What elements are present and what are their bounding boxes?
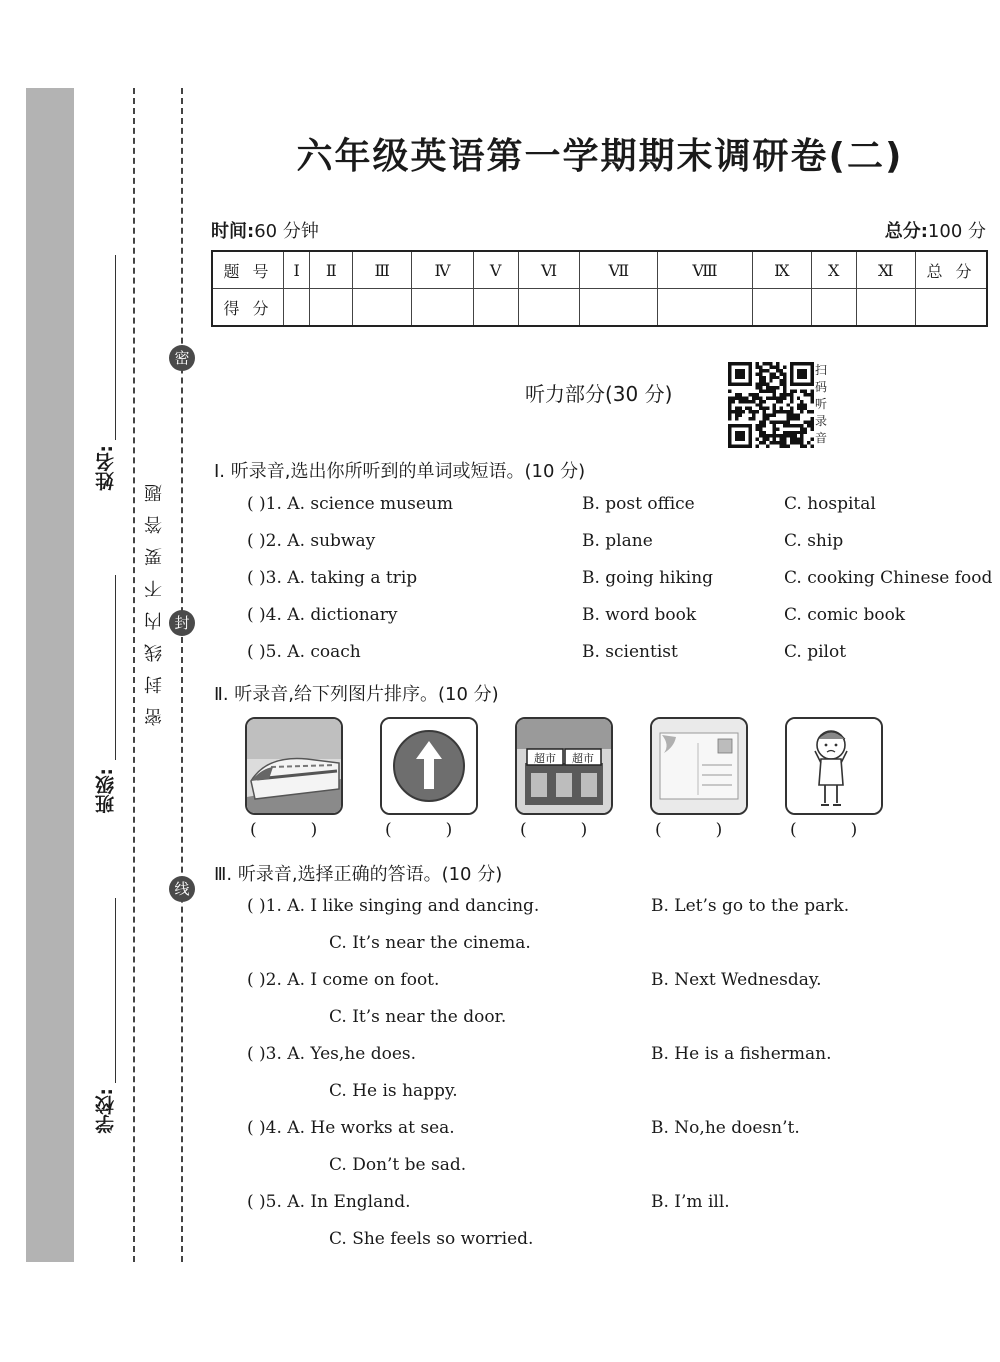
score-col-11: Ⅺ — [856, 251, 915, 289]
qr-caption: 扫码听录音 — [815, 363, 828, 445]
seal-dashed-line — [181, 88, 183, 1262]
score-cell — [856, 289, 915, 327]
name-blank-line — [115, 255, 116, 440]
score-table — [211, 250, 988, 327]
time-label: 时间: — [211, 221, 255, 242]
section3-item-1-b: B. Let’s go to the park. — [651, 896, 850, 916]
score-cell — [284, 289, 310, 327]
section2-title: Ⅱ. 听录音,给下列图片排序。(10 分) — [214, 684, 499, 705]
score-col-6: Ⅵ — [518, 251, 580, 289]
section3-item-5-a: ( )5. A. In England. — [247, 1192, 411, 1212]
section3-item-3-c: C. He is happy. — [329, 1081, 458, 1101]
score-col-2: Ⅱ — [310, 251, 353, 289]
section3-item-1-a: ( )1. A. I like singing and dancing. — [247, 896, 540, 916]
score-col-10: Ⅹ — [811, 251, 856, 289]
picture-4-answer-blank[interactable]: ( ) — [655, 820, 723, 840]
section1-item-1-c: C. hospital — [784, 494, 876, 514]
section3-item-4-a: ( )4. A. He works at sea. — [247, 1118, 455, 1138]
section1-item-2-b: B. plane — [582, 531, 653, 551]
score-cell — [916, 289, 988, 327]
score-cell — [310, 289, 353, 327]
total-info — [885, 217, 986, 243]
score-col-4: Ⅳ — [412, 251, 473, 289]
section3-item-2-c: C. It’s near the door. — [329, 1007, 507, 1027]
section1-title: Ⅰ. 听录音,选出你所听到的单词或短语。(10 分) — [214, 461, 586, 482]
score-table-header-row — [212, 251, 987, 289]
section1-item-2-a: ( )2. A. subway — [247, 531, 376, 551]
score-cell — [353, 289, 412, 327]
time-value: 60 分钟 — [254, 221, 319, 242]
section3-item-4-c: C. Don’t be sad. — [329, 1155, 467, 1175]
page-title: 六年级英语第一学期期末调研卷(二) — [296, 136, 904, 177]
section1-item-5-b: B. scientist — [582, 642, 678, 662]
binding-dashed-line — [133, 88, 135, 1262]
section1-item-4-b: B. word book — [582, 605, 697, 625]
qr-code-icon — [728, 362, 814, 448]
picture-5-answer-blank[interactable]: ( ) — [790, 820, 858, 840]
section1-item-1-b: B. post office — [582, 494, 695, 514]
section1-item-2-c: C. ship — [784, 531, 844, 551]
school-blank-line — [115, 898, 116, 1083]
score-col-9: Ⅸ — [752, 251, 811, 289]
section1-item-3-b: B. going hiking — [582, 568, 714, 588]
listening-title: 听力部分(30 分) — [525, 382, 673, 406]
supermarket-sign-right: 超市 — [572, 752, 594, 765]
score-cell — [811, 289, 856, 327]
score-cell — [752, 289, 811, 327]
score-table-row1-head: 题 号 — [212, 251, 284, 289]
seal-mark-mi: 密 — [169, 345, 195, 371]
class-blank-line — [115, 575, 116, 760]
section3-item-5-c: C. She feels so worried. — [329, 1229, 534, 1249]
score-cell — [518, 289, 580, 327]
section3-item-3-b: B. He is a fisherman. — [651, 1044, 832, 1064]
score-col-8: Ⅷ — [658, 251, 752, 289]
score-col-3: Ⅲ — [353, 251, 412, 289]
section1-item-3-c: C. cooking Chinese food — [784, 568, 993, 588]
section1-item-3-a: ( )3. A. taking a trip — [247, 568, 418, 588]
section1-item-4-c: C. comic book — [784, 605, 906, 625]
score-cell — [412, 289, 473, 327]
score-table-score-row — [212, 289, 987, 327]
school-label: 学校: — [95, 1088, 117, 1134]
score-table-row2-head: 得 分 — [212, 289, 284, 327]
score-col-1: Ⅰ — [284, 251, 310, 289]
picture-2-answer-blank[interactable]: ( ) — [385, 820, 453, 840]
time-info — [211, 217, 319, 243]
section1-item-5-c: C. pilot — [784, 642, 847, 662]
score-cell — [473, 289, 518, 327]
total-value: 100 分 — [927, 221, 986, 242]
section3-item-2-a: ( )2. A. I come on foot. — [247, 970, 440, 990]
score-cell — [658, 289, 752, 327]
section3-title: Ⅲ. 听录音,选择正确的答语。(10 分) — [214, 864, 503, 885]
section3-item-3-a: ( )3. A. Yes,he does. — [247, 1044, 417, 1064]
supermarket-picture-icon — [515, 717, 613, 815]
score-cell — [580, 289, 658, 327]
section3-item-1-c: C. It’s near the cinema. — [329, 933, 531, 953]
picture-1-answer-blank[interactable]: ( ) — [250, 820, 318, 840]
class-label: 班级: — [95, 768, 117, 814]
section1-item-1-a: ( )1. A. science museum — [247, 494, 453, 514]
worried-boy-picture-icon — [785, 717, 883, 815]
total-label: 总分: — [884, 221, 928, 242]
score-col-total: 总 分 — [916, 251, 988, 289]
section3-item-2-b: B. Next Wednesday. — [651, 970, 822, 990]
section3-item-5-b: B. I’m ill. — [651, 1192, 730, 1212]
supermarket-sign-left: 超市 — [534, 752, 556, 765]
train-picture-icon — [245, 717, 343, 815]
name-label: 姓名: — [95, 445, 117, 491]
section3-item-4-b: B. No,he doesn’t. — [651, 1118, 800, 1138]
seal-mark-feng: 封 — [169, 610, 195, 636]
section1-item-4-a: ( )4. A. dictionary — [247, 605, 398, 625]
seal-instruction: 密封线内不要答题 — [144, 470, 165, 726]
arrow-up-sign-icon — [380, 717, 478, 815]
section1-item-5-a: ( )5. A. coach — [247, 642, 361, 662]
picture-3-answer-blank[interactable]: ( ) — [520, 820, 588, 840]
score-col-7: Ⅶ — [580, 251, 658, 289]
score-col-5: Ⅴ — [473, 251, 518, 289]
binding-strip — [26, 88, 74, 1262]
qr-code-graphic — [728, 362, 814, 448]
postcard-picture-icon — [650, 717, 748, 815]
seal-mark-xian: 线 — [169, 876, 195, 902]
